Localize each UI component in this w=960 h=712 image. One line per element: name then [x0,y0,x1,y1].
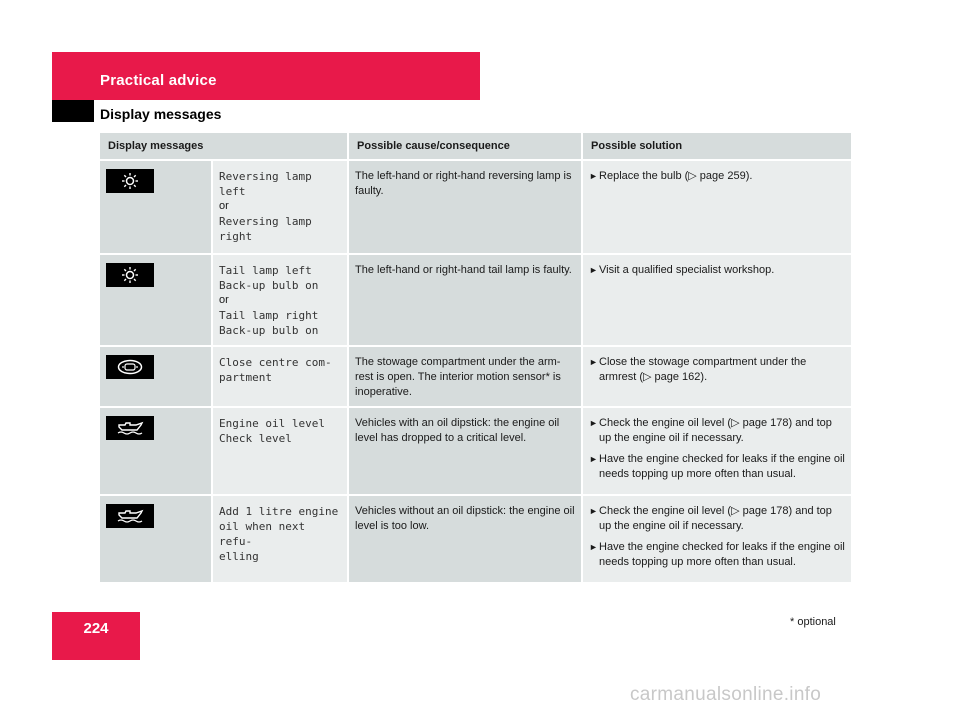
message-text: Tail lamp left Back-up bulb on or Tail lamp right Back-up bulb on [212,254,348,346]
table-row [100,495,852,583]
column-header: Possible cause/consequence [348,133,582,160]
oil-can-icon [106,504,154,528]
table-row [100,407,852,495]
column-header: Possible solution [582,133,852,160]
list-item: ► Have the engine checked for leaks if the engine oil needs topping up more often than usual. [589,541,845,568]
list-item: ► Close the stowage compartment under the armrest (▷ page 162). [589,356,807,383]
display-messages-table [100,133,853,584]
solution-cell [582,346,852,407]
arrow-icon: ► [589,265,598,275]
message-text: Close centre com- partment [212,346,348,407]
message-text: Reversing lamp left or Reversing lamp right [212,160,348,254]
page-number: 224 [83,620,109,637]
solution-cell [582,407,852,495]
list-item: ► Visit a qualified specialist workshop. [589,264,775,276]
list-item: ► Check the engine oil level (▷ page 178) and top up the engine oil if necessary. [589,417,832,444]
table-row [100,346,852,407]
watermark: carmanualsonline.info [630,684,822,705]
table-row [100,160,852,254]
message-text: Add 1 litre engine oil when next refu- elling [212,495,348,583]
arrow-icon: ► [589,357,598,367]
arrow-icon: ► [589,171,598,181]
solution-cell [582,160,852,254]
bulb-icon [106,169,154,193]
section-marker [52,100,94,122]
table-row [100,254,852,346]
cause-text: Vehicles without an oil dipstick: the engine oil level is too low. [348,495,582,583]
bulb-icon [106,263,154,287]
section-title: Display messages [100,106,222,122]
arrow-icon: ► [589,418,598,428]
list-item: ► Have the engine checked for leaks if the engine oil needs topping up more often than usual. [589,453,845,480]
arrow-icon: ► [589,454,598,464]
cause-text: Vehicles with an oil dipstick: the engine oil level has dropped to a critical level. [348,407,582,495]
footnote: * optional [790,616,836,628]
table-header-row [100,133,852,160]
car-top-view-icon [106,355,154,379]
message-text: Engine oil level Check level [212,407,348,495]
solution-cell [582,495,852,583]
arrow-icon: ► [589,542,598,552]
arrow-icon: ► [589,506,598,516]
cause-text: The left-hand or right-hand tail lamp is faulty. [348,254,582,346]
list-item: ► Check the engine oil level (▷ page 178) and top up the engine oil if necessary. [589,505,832,532]
list-item: ► Replace the bulb (▷ page 259). [589,170,753,182]
chapter-title: Practical advice [100,72,217,89]
cause-text: The stowage compartment under the arm-rest is open. The interior motion sensor* is inoperative. [348,346,582,407]
solution-cell [582,254,852,346]
column-header: Display messages [100,133,348,160]
cause-text: The left-hand or right-hand reversing lamp is faulty. [348,160,582,254]
oil-can-icon [106,416,154,440]
